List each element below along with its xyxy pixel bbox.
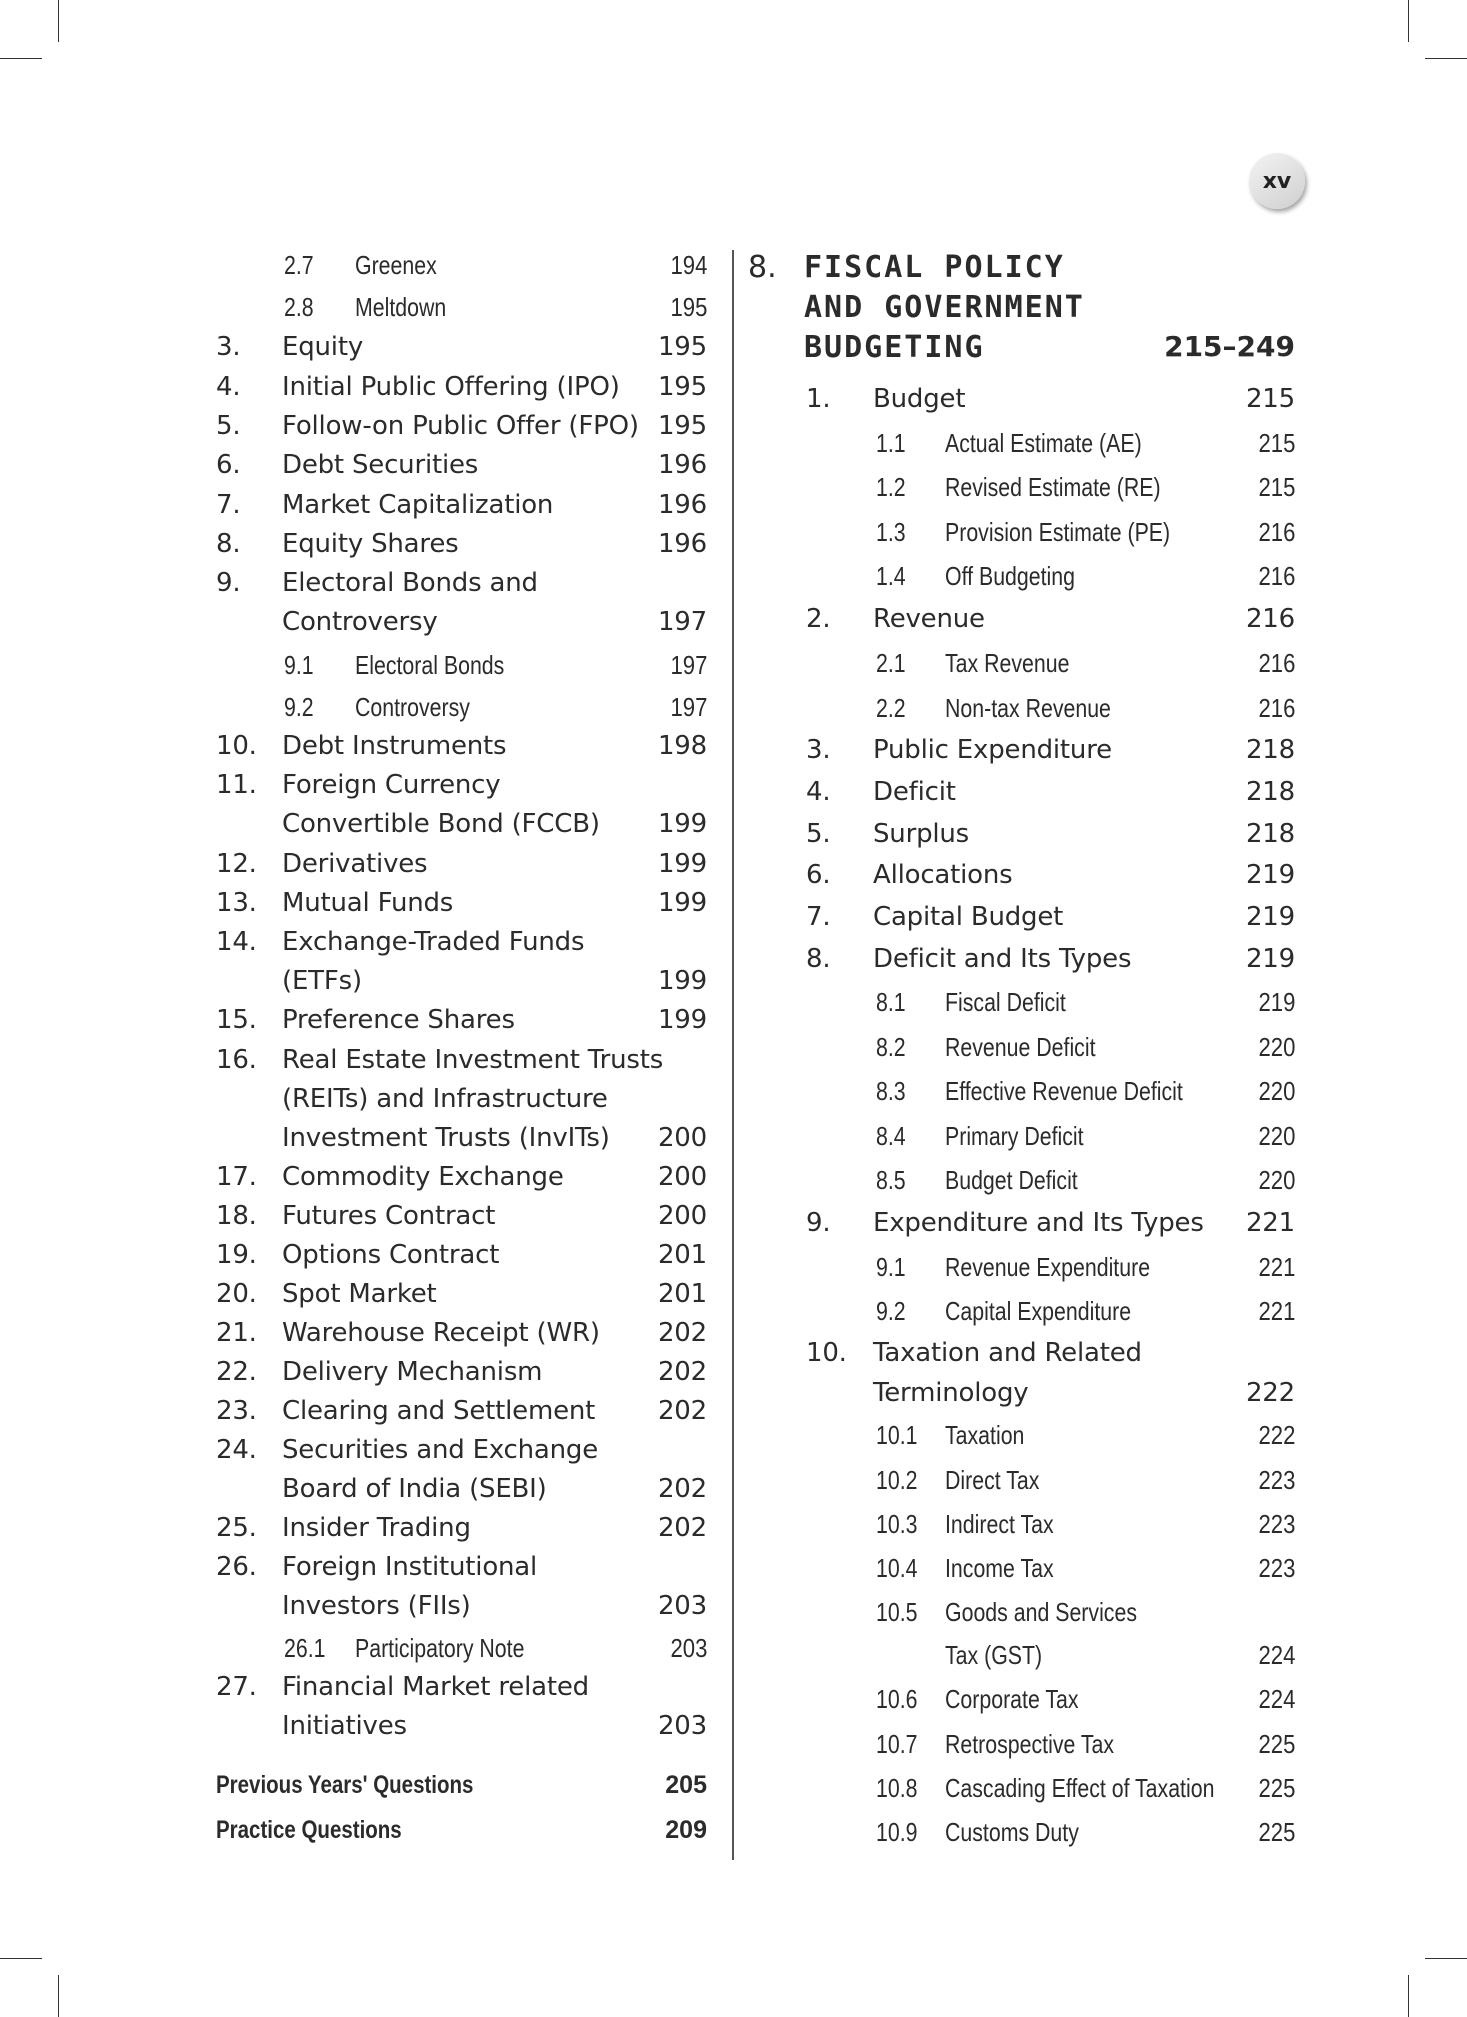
toc-entry-page: 220 [1258, 1165, 1295, 1195]
toc-entry-page: 224 [1258, 1684, 1295, 1714]
toc-entry [0, 1249, 1467, 1285]
toc-entry-page: 219 [1245, 902, 1295, 932]
toc-entry [0, 469, 1467, 505]
toc-entry-page: 221 [1258, 1296, 1295, 1326]
toc-entry-number: 10.4 [876, 1553, 918, 1583]
toc-entry-page: 196 [657, 529, 707, 559]
chapter-title-line: FISCAL POLICY [804, 250, 1065, 285]
toc-entry-page: 224 [1258, 1640, 1295, 1670]
toc-entry-page: 200 [657, 1123, 707, 1153]
toc-entry-label: Follow-on Public Offer (FPO) [282, 411, 639, 441]
toc-entry-label: Goods and Services [945, 1597, 1137, 1627]
toc-entry-number: 22. [216, 1357, 257, 1387]
toc-entry-number: 10.3 [876, 1509, 918, 1539]
toc-entry [0, 1029, 1467, 1065]
toc-entry-number: 9.1 [284, 650, 314, 680]
toc-entry-page: 202 [657, 1357, 707, 1387]
toc-entry-number: 8.5 [876, 1165, 906, 1195]
toc-entry [0, 941, 1467, 977]
toc-entry-label: Deficit and Its Types [873, 944, 1132, 974]
toc-entry-label: Revenue [873, 604, 985, 634]
toc-entry-label: Deficit [873, 777, 956, 807]
toc-entry-number: 1. [806, 384, 831, 414]
toc-entry-page: 220 [1258, 1032, 1295, 1062]
toc-entry-page: 202 [657, 1513, 707, 1543]
toc-entry-number: 2.7 [284, 250, 314, 280]
toc-entry-label: Meltdown [355, 292, 447, 322]
toc-entry-label: Equity Shares [282, 529, 459, 559]
toc-entry-number: 9. [216, 568, 241, 598]
toc-entry-number: 3. [216, 332, 241, 362]
toc-entry [0, 1205, 1467, 1241]
toc-entry-page: 201 [657, 1279, 707, 1309]
toc-entry-label: Board of India (SEBI) [282, 1474, 547, 1504]
toc-entry-label: Retrospective Tax [945, 1729, 1115, 1759]
toc-entry-number: 10.9 [876, 1817, 918, 1847]
toc-entry-number: 12. [216, 849, 257, 879]
toc-entry-number: 9.2 [284, 692, 314, 722]
toc-entry-label: Clearing and Settlement [282, 1396, 596, 1426]
toc-entry-number: 2.2 [876, 693, 906, 723]
toc-entry-number: 16. [216, 1045, 257, 1075]
toc-entry-page: 218 [1245, 819, 1295, 849]
toc-entry-label: Commodity Exchange [282, 1162, 564, 1192]
toc-entry-page: 219 [1245, 944, 1295, 974]
toc-entry-label: Investors (FIIs) [282, 1591, 471, 1621]
toc-entry-label: Debt Securities [282, 450, 479, 480]
toc-entry [0, 1073, 1467, 1109]
toc-entry-label: Non-tax Revenue [945, 693, 1111, 723]
toc-entry-page: 203 [657, 1711, 707, 1741]
toc-entry [0, 381, 1467, 417]
toc-entry-page: 215 [1258, 428, 1295, 458]
toc-entry-number: 8. [216, 529, 241, 559]
toc-entry-page: 196 [657, 490, 707, 520]
toc-entry-label: Electoral Bonds [355, 650, 505, 680]
toc-entry-label: (ETFs) [282, 966, 362, 996]
toc-entry [0, 816, 1467, 852]
toc-entry [0, 1681, 1467, 1717]
toc-entry-label: Practice Questions [216, 1816, 402, 1844]
toc-entry-number: 10.2 [876, 1465, 918, 1495]
toc-entry-label: Provision Estimate (PE) [945, 517, 1171, 547]
toc-entry-number: 8.4 [876, 1121, 906, 1151]
toc-entry-number: 9.2 [876, 1296, 906, 1326]
toc-entry-number: 19. [216, 1240, 257, 1270]
page-number-badge: xv [1249, 153, 1305, 209]
toc-entry-label: Direct Tax [945, 1465, 1040, 1495]
toc-entry-label: Electoral Bonds and [282, 568, 538, 598]
toc-entry-label: Revised Estimate (RE) [945, 472, 1161, 502]
toc-entry-label: Warehouse Receipt (WR) [282, 1318, 600, 1348]
toc-entry-label: Greenex [355, 250, 437, 280]
toc-entry-number: 10.8 [876, 1773, 918, 1803]
toc-entry [0, 1462, 1467, 1498]
toc-entry-label: Delivery Mechanism [282, 1357, 543, 1387]
toc-entry-number: 23. [216, 1396, 257, 1426]
toc-entry-page: 199 [657, 809, 707, 839]
chapter-page-range: 215–249 [1164, 330, 1295, 363]
toc-entry-page: 203 [657, 1591, 707, 1621]
toc-entry-label: Controversy [282, 607, 438, 637]
toc-entry-page: 202 [657, 1474, 707, 1504]
toc-entry-page: 216 [1245, 604, 1295, 634]
toc-entry-page: 222 [1258, 1420, 1295, 1450]
toc-entry-label: Debt Instruments [282, 731, 507, 761]
toc-entry-label: Securities and Exchange [282, 1435, 599, 1465]
toc-entry-label: Actual Estimate (AE) [945, 428, 1142, 458]
toc-entry-page: 197 [670, 692, 707, 722]
toc-entry-page: 215 [1245, 384, 1295, 414]
toc-entry-label: Taxation [945, 1420, 1025, 1450]
toc-entry-label: Off Budgeting [945, 561, 1075, 591]
toc-entry-label: Foreign Institutional [282, 1552, 538, 1582]
toc-entry-label: Exchange-Traded Funds [282, 927, 585, 957]
toc-entry-label: Controversy [355, 692, 470, 722]
toc-entry-label: Allocations [873, 860, 1013, 890]
toc-entry-label: Customs Duty [945, 1817, 1079, 1847]
toc-entry-number: 5. [806, 819, 831, 849]
toc-entry-label: Indirect Tax [945, 1509, 1054, 1539]
toc-entry [0, 1162, 1467, 1198]
toc-entry-number: 8.1 [876, 987, 906, 1017]
toc-entry-label: (REITs) and Infrastructure [282, 1084, 608, 1114]
toc-entry [0, 984, 1467, 1020]
toc-entry-page: 225 [1258, 1817, 1295, 1847]
toc-entry [0, 1335, 1467, 1371]
toc-entry-number: 11. [216, 770, 257, 800]
toc-entry [0, 899, 1467, 935]
toc-entry-number: 5. [216, 411, 241, 441]
toc-entry-label: Real Estate Investment Trusts [282, 1045, 664, 1075]
toc-entry [0, 1417, 1467, 1453]
toc-entry-label: Capital Expenditure [945, 1296, 1132, 1326]
toc-entry-number: 8.3 [876, 1076, 906, 1106]
toc-entry-page: 203 [670, 1633, 707, 1663]
toc-entry-number: 1.3 [876, 517, 906, 547]
toc-entry-label: Surplus [873, 819, 970, 849]
toc-entry-page: 225 [1258, 1729, 1295, 1759]
toc-entry-number: 6. [806, 860, 831, 890]
toc-entry-page: 200 [657, 1201, 707, 1231]
toc-entry-label: Tax (GST) [945, 1640, 1043, 1670]
toc-entry-page: 223 [1258, 1509, 1295, 1539]
toc-entry-label: Primary Deficit [945, 1121, 1084, 1151]
toc-entry-label: Convertible Bond (FCCB) [282, 809, 600, 839]
toc-entry-label: Effective Revenue Deficit [945, 1076, 1183, 1106]
toc-entry-page: 195 [657, 411, 707, 441]
toc-entry-number: 10. [806, 1338, 847, 1368]
toc-entry-page: 222 [1245, 1378, 1295, 1408]
toc-entry-page: 195 [657, 332, 707, 362]
toc-entry-page: 202 [657, 1396, 707, 1426]
toc-entry-label: Taxation and Related [873, 1338, 1142, 1368]
toc-entry-number: 9. [806, 1208, 831, 1238]
toc-entry [0, 645, 1467, 681]
toc-entry-page: 221 [1258, 1252, 1295, 1282]
toc-entry-label: Revenue Expenditure [945, 1252, 1151, 1282]
toc-entry-label: Tax Revenue [945, 648, 1070, 678]
chapter-title-line: BUDGETING [804, 330, 985, 365]
toc-entry-page: 201 [657, 1240, 707, 1270]
toc-entry-number: 9.1 [876, 1252, 906, 1282]
toc-entry-label: Terminology [873, 1378, 1029, 1408]
toc-entry-label: Mutual Funds [282, 888, 454, 918]
chapter-title-line: AND GOVERNMENT [804, 290, 1085, 325]
toc-entry-page: 197 [657, 607, 707, 637]
toc-entry-number: 25. [216, 1513, 257, 1543]
toc-entry [0, 558, 1467, 594]
toc-entry [0, 1375, 1467, 1411]
toc-entry-label: Foreign Currency [282, 770, 501, 800]
toc-entry-page: 198 [657, 731, 707, 761]
toc-entry-page: 195 [670, 292, 707, 322]
toc-entry-page: 220 [1258, 1076, 1295, 1106]
toc-entry-label: Equity [282, 332, 364, 362]
toc-entry-number: 10.7 [876, 1729, 918, 1759]
toc-entry [0, 1118, 1467, 1154]
toc-entry-page: 218 [1245, 777, 1295, 807]
toc-entry [0, 857, 1467, 893]
toc-entry [0, 425, 1467, 461]
toc-entry-page: 196 [657, 450, 707, 480]
chapter-number: 8. [748, 250, 777, 285]
toc-entry-page: 195 [657, 372, 707, 402]
toc-entry-label: Previous Years' Questions [216, 1771, 474, 1799]
toc-entry [0, 732, 1467, 768]
toc-entry-label: Market Capitalization [282, 490, 554, 520]
toc-entry [0, 514, 1467, 550]
toc-entry-page: 205 [665, 1771, 707, 1799]
toc-entry-label: Income Tax [945, 1553, 1054, 1583]
toc-entry-number: 20. [216, 1279, 257, 1309]
toc-entry-number: 21. [216, 1318, 257, 1348]
toc-entry-number: 18. [216, 1201, 257, 1231]
toc-entry-label: Spot Market [282, 1279, 437, 1309]
toc-entry-number: 1.4 [876, 561, 906, 591]
toc-entry-label: Options Contract [282, 1240, 500, 1270]
toc-entry-page: 199 [657, 966, 707, 996]
toc-entry-number: 27. [216, 1672, 257, 1702]
toc-entry-number: 10. [216, 731, 257, 761]
toc-entry-label: Insider Trading [282, 1513, 471, 1543]
toc-entry-number: 7. [806, 902, 831, 932]
toc-entry-label: Futures Contract [282, 1201, 496, 1231]
toc-entry [0, 690, 1467, 726]
toc-entry-number: 24. [216, 1435, 257, 1465]
toc-entry-page: 225 [1258, 1773, 1295, 1803]
toc-entry [0, 1726, 1467, 1762]
toc-entry-label: Fiscal Deficit [945, 987, 1066, 1017]
toc-entry-page: 209 [665, 1816, 707, 1844]
toc-entry-page: 199 [657, 849, 707, 879]
toc-entry-page: 194 [670, 250, 707, 280]
toc-entry-page: 197 [670, 650, 707, 680]
toc-entry [0, 1550, 1467, 1586]
toc-entry-number: 1.2 [876, 472, 906, 502]
toc-entry-label: Initiatives [282, 1711, 407, 1741]
toc-entry [0, 774, 1467, 810]
toc-entry-number: 4. [806, 777, 831, 807]
toc-entry-label: Financial Market related [282, 1672, 589, 1702]
toc-entry-page: 200 [657, 1162, 707, 1192]
toc-entry-label: Capital Budget [873, 902, 1064, 932]
toc-entry-number: 3. [806, 735, 831, 765]
toc-entry-label: Revenue Deficit [945, 1032, 1096, 1062]
toc-entry-number: 2.1 [876, 648, 906, 678]
toc-entry-page: 216 [1258, 648, 1295, 678]
toc-entry-number: 14. [216, 927, 257, 957]
toc-entry [0, 1637, 1467, 1673]
toc-entry-number: 1.1 [876, 428, 906, 458]
toc-entry-page: 202 [657, 1318, 707, 1348]
toc-entry-number: 10.5 [876, 1597, 918, 1627]
toc-entry-number: 13. [216, 888, 257, 918]
toc-entry-page: 199 [657, 888, 707, 918]
toc-entry-page: 221 [1245, 1208, 1295, 1238]
toc-entry [0, 1770, 1467, 1806]
toc-entry-number: 17. [216, 1162, 257, 1192]
toc-entry-number: 2.8 [284, 292, 314, 322]
toc-entry-page: 216 [1258, 561, 1295, 591]
toc-entry-number: 8. [806, 944, 831, 974]
toc-entry-number: 2. [806, 604, 831, 634]
toc-entry [0, 1293, 1467, 1329]
toc-entry-number: 26. [216, 1552, 257, 1582]
toc-entry-page: 215 [1258, 472, 1295, 502]
toc-entry-page: 219 [1245, 860, 1295, 890]
toc-entry-page: 220 [1258, 1121, 1295, 1151]
toc-entry-number: 10.1 [876, 1420, 918, 1450]
toc-entry-label: Investment Trusts (InvITs) [282, 1123, 610, 1153]
toc-entry-number: 8.2 [876, 1032, 906, 1062]
toc-entry-page: 218 [1245, 735, 1295, 765]
toc-entry-label: Participatory Note [355, 1633, 525, 1663]
toc-entry-label: Derivatives [282, 849, 428, 879]
toc-entry-label: Public Expenditure [873, 735, 1112, 765]
toc-entry [0, 601, 1467, 637]
toc-entry-page: 216 [1258, 517, 1295, 547]
toc-entry-page: 216 [1258, 693, 1295, 723]
toc-entry-number: 7. [216, 490, 241, 520]
toc-entry-number: 10.6 [876, 1684, 918, 1714]
toc-entry-number: 6. [216, 450, 241, 480]
toc-entry-label: Budget Deficit [945, 1165, 1078, 1195]
toc-entry [0, 1594, 1467, 1630]
toc-entry-page: 199 [657, 1005, 707, 1035]
toc-entry-number: 4. [216, 372, 241, 402]
toc-entry [0, 1814, 1467, 1850]
toc-entry-label: Initial Public Offering (IPO) [282, 372, 620, 402]
toc-entry-label: Budget [873, 384, 966, 414]
toc-entry-label: Corporate Tax [945, 1684, 1079, 1714]
toc-entry-number: 15. [216, 1005, 257, 1035]
toc-entry-page: 223 [1258, 1553, 1295, 1583]
toc-entry-label: Cascading Effect of Taxation [945, 1773, 1215, 1803]
toc-entry-page: 219 [1258, 987, 1295, 1017]
toc-entry-number: 26.1 [284, 1633, 326, 1663]
toc-entry-label: Expenditure and Its Types [873, 1208, 1204, 1238]
toc-entry [0, 1506, 1467, 1542]
toc-entry-label: Preference Shares [282, 1005, 515, 1035]
toc-entry-page: 223 [1258, 1465, 1295, 1495]
